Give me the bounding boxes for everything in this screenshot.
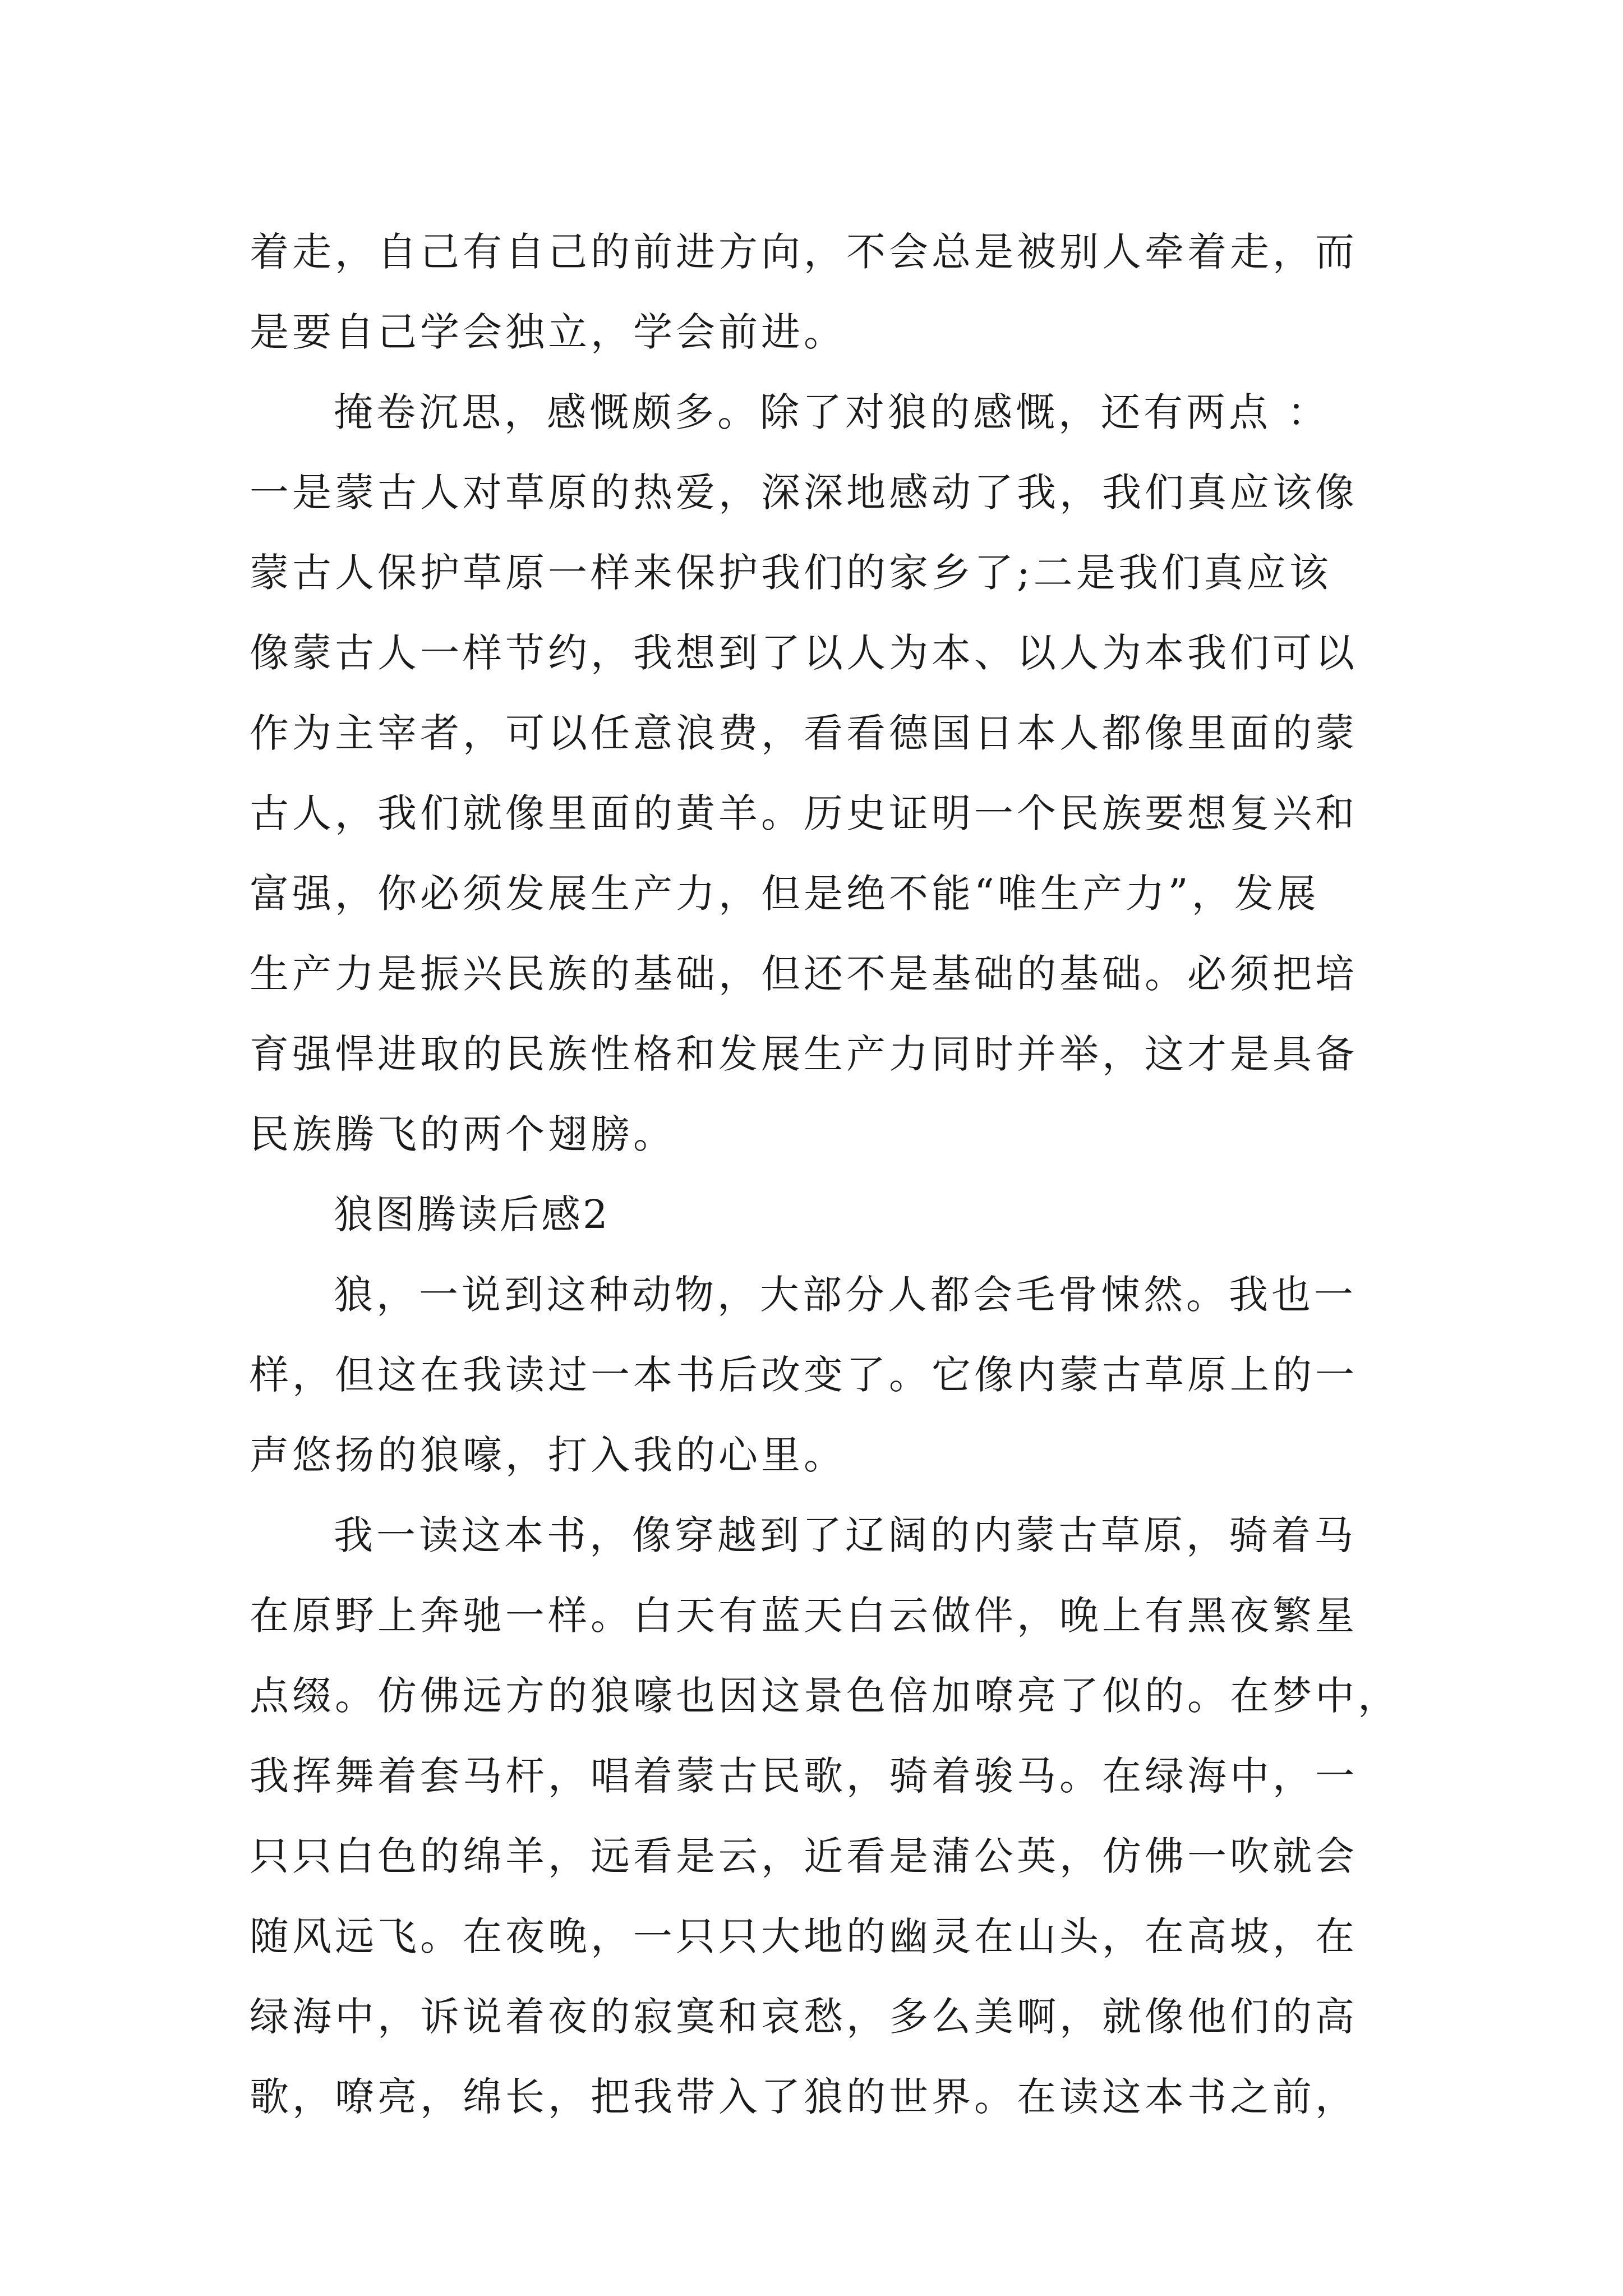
section-heading: 狼图腾读后感2	[334, 1191, 610, 1237]
text-line: 狼，一说到这种动物，大部分人都会毛骨悚然。我也一	[334, 1272, 1357, 1318]
text-line: 育强悍进取的民族性格和发展生产力同时并举，这才是具备	[250, 1031, 1358, 1077]
text-line: 民族腾飞的两个翅膀。	[250, 1111, 676, 1157]
document-body	[250, 212, 1400, 2137]
text-line: 随风远飞。在夜晚，一只只大地的幽灵在山头，在高坡，在	[250, 1913, 1358, 1959]
text-line: 像蒙古人一样节约，我想到了以人为本、以人为本我们可以	[250, 630, 1358, 676]
text-line: 只只白色的绵羊，远看是云，近看是蒲公英，仿佛一吹就会	[250, 1833, 1358, 1879]
text-line: 我一读这本书，像穿越到了辽阔的内蒙古草原，骑着马	[334, 1512, 1357, 1558]
text-line: 着走，自己有自己的前进方向，不会总是被别人牵着走，而	[250, 229, 1358, 275]
text-line: 在原野上奔驰一样。白天有蓝天白云做伴，晚上有黑夜繁星	[250, 1593, 1358, 1639]
text-line: 我挥舞着套马杆，唱着蒙古民歌，骑着骏马。在绿海中，一	[250, 1753, 1358, 1799]
text-line: 作为主宰者，可以任意浪费，看看德国日本人都像里面的蒙	[250, 710, 1358, 756]
text-line: 一是蒙古人对草原的热爱，深深地感动了我，我们真应该像	[250, 470, 1358, 516]
text-line: 蒙古人保护草原一样来保护我们的家乡了;二是我们真应该	[250, 550, 1332, 596]
text-line: 是要自己学会独立，学会前进。	[250, 309, 846, 355]
text-line: 绿海中，诉说着夜的寂寞和哀愁，多么美啊，就像他们的高	[250, 1994, 1358, 2040]
text-line: 富强，你必须发展生产力，但是绝不能“唯生产力”，发展	[250, 871, 1320, 917]
text-line: 样，但这在我读过一本书后改变了。它像内蒙古草原上的一	[250, 1352, 1358, 1398]
text-line: 声悠扬的狼嚎，打入我的心里。	[250, 1432, 846, 1478]
text-line: 歌，嘹亮，绵长，把我带入了狼的世界。在读这本书之前，	[250, 2074, 1358, 2120]
text-line: 生产力是振兴民族的基础，但还不是基础的基础。必须把培	[250, 951, 1358, 997]
text-line: 古人，我们就像里面的黄羊。历史证明一个民族要想复兴和	[250, 790, 1358, 836]
text-line: 点缀。仿佛远方的狼嚎也因这景色倍加嘹亮了似的。在梦中，	[250, 1673, 1400, 1719]
text-line: 掩卷沉思，感慨颇多。除了对狼的感慨，还有两点 ：	[334, 389, 1330, 435]
